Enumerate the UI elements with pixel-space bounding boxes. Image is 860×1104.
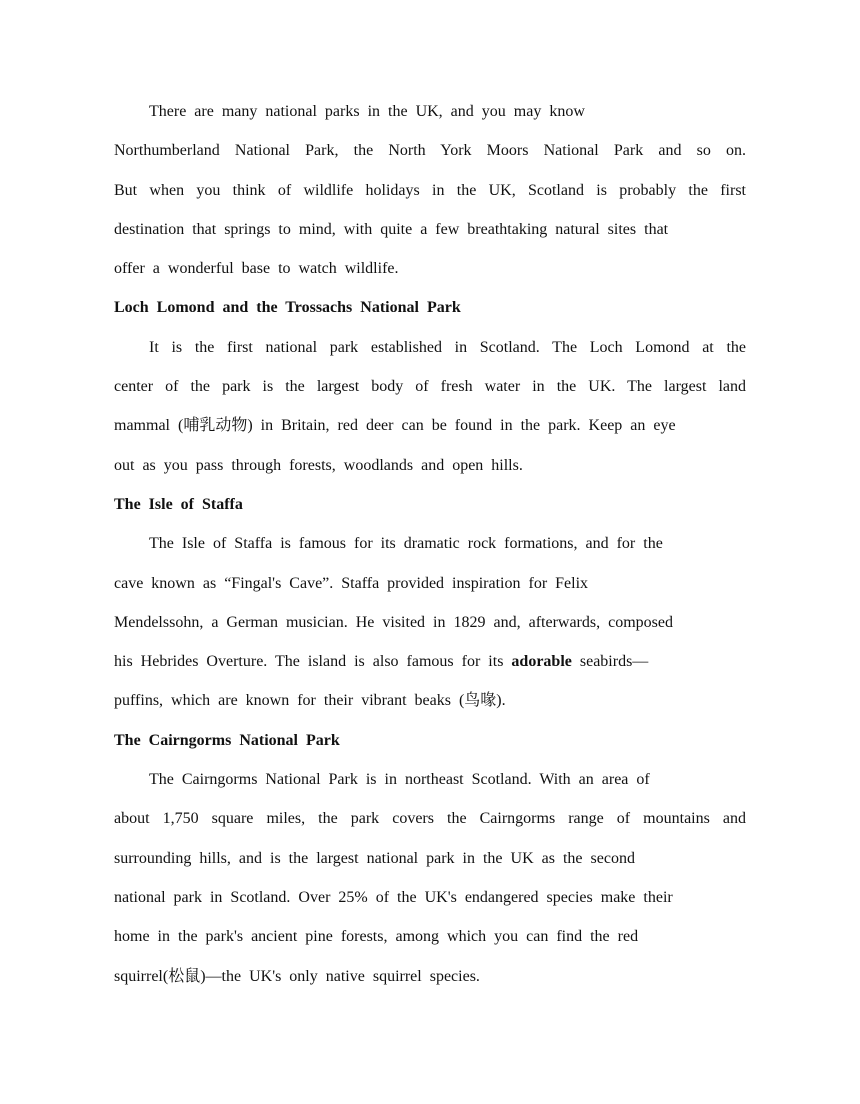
section-heading-isle-of-staffa: The Isle of Staffa (114, 495, 243, 513)
intro-line-2: Northumberland National Park, the North York Moors National Park and so on. (114, 142, 746, 160)
loch-lomond-line-4: out as you pass through forests, woodlands and open hills. (114, 456, 523, 474)
staffa-line-4-start: his Hebrides Overture. The island is also famous for its (114, 653, 512, 671)
loch-lomond-line-3: mammal (哺乳动物) in Britain, red deer can be found in the park. Keep an eye (114, 417, 676, 435)
cairngorms-line-3: surrounding hills, and is the largest national park in the UK as the second (114, 849, 635, 867)
section-heading-cairngorms: The Cairngorms National Park (114, 731, 340, 749)
staffa-line-1: The Isle of Staffa is famous for its dramatic rock formations, and for the (149, 535, 663, 553)
intro-line-1: There are many national parks in the UK, and you may know (149, 103, 585, 120)
keyword-adorable: adorable (511, 653, 572, 671)
staffa-line-3: Mendelssohn, a German musician. He visited in 1829 and, afterwards, composed (114, 613, 673, 631)
intro-line-3: But when you think of wildlife holidays in the UK, Scotland is probably the first (114, 181, 746, 199)
document-page (114, 92, 746, 996)
cairngorms-line-5: home in the park's ancient pine forests, among which you can find the red (114, 928, 639, 946)
loch-lomond-line-2: center of the park is the largest body of fresh water in the UK. The largest land (114, 378, 746, 396)
cairngorms-line-1: The Cairngorms National Park is in northeast Scotland. With an area of (149, 771, 650, 789)
cairngorms-line-2: about 1,750 square miles, the park covers the Cairngorms range of mountains and (114, 810, 746, 828)
intro-line-4: destination that springs to mind, with quite a few breathtaking natural sites that (114, 220, 669, 238)
staffa-line-2: cave known as “Fingal's Cave”. Staffa provided inspiration for Felix (114, 574, 589, 592)
staffa-line-4-end: seabirds— (571, 653, 649, 671)
loch-lomond-line-1: It is the first national park established in Scotland. The Loch Lomond at the (149, 338, 746, 356)
cairngorms-line-6: squirrel(松鼠)—the UK's only native squirrel species. (114, 967, 480, 985)
cairngorms-line-4: national park in Scotland. Over 25% of the UK's endangered species make their (114, 888, 673, 906)
staffa-line-4 (114, 642, 746, 681)
intro-line-5: offer a wonderful base to watch wildlife. (114, 260, 399, 278)
staffa-line-5: puffins, which are known for their vibrant beaks (鸟喙). (114, 692, 506, 710)
section-heading-loch-lomond: Loch Lomond and the Trossachs National Park (114, 299, 461, 317)
